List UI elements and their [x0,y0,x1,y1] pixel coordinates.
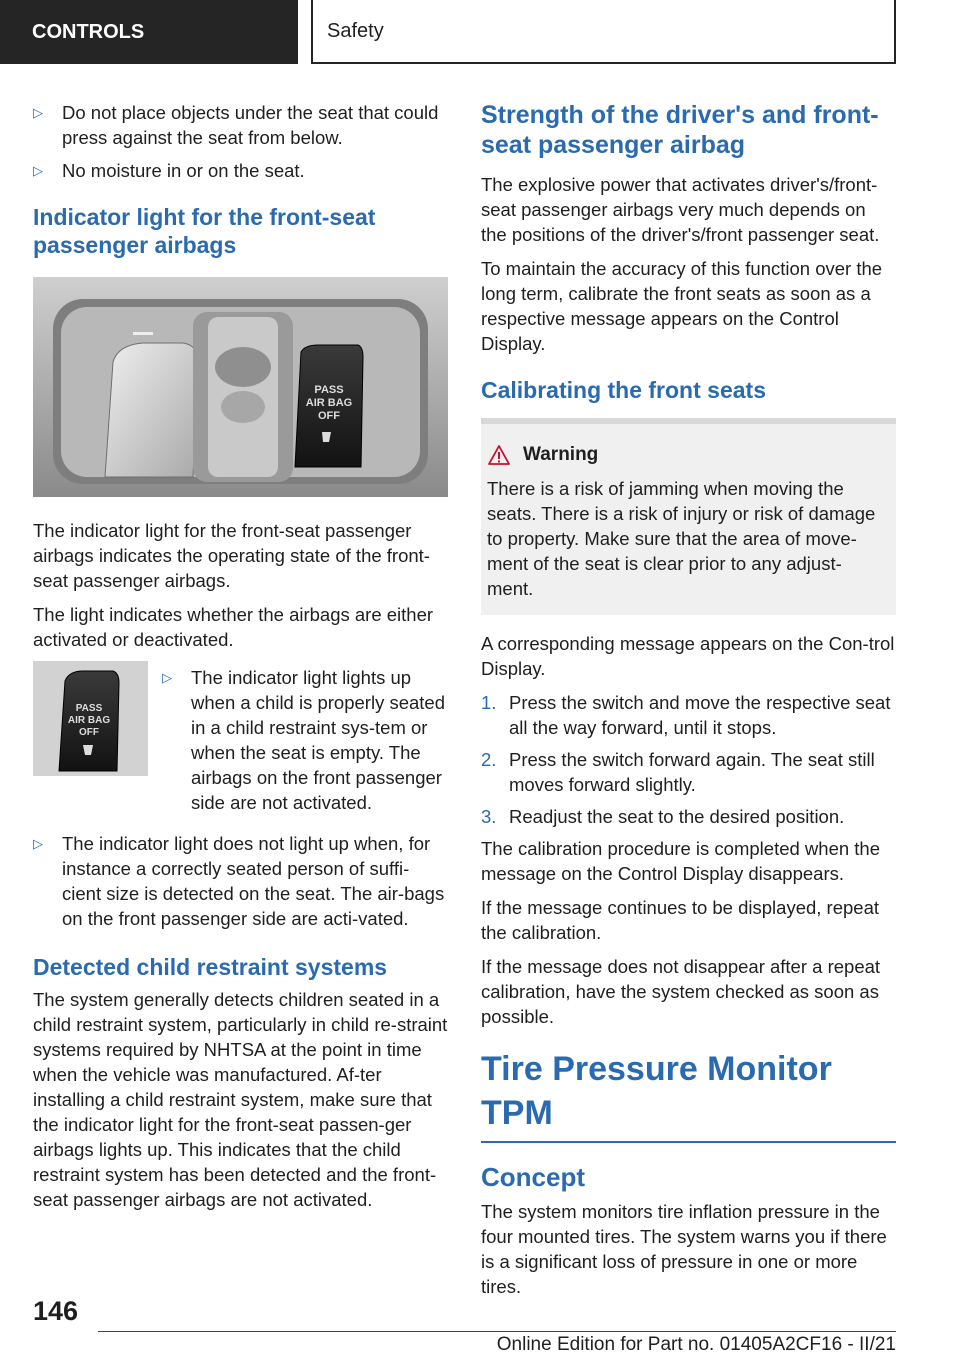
strength-heading: Strength of the driver's and front-seat passenger airbag [481,101,879,159]
triangle-bullet-icon: ▷ [33,105,43,120]
bullet-item [33,100,448,150]
indicator-paragraph: The light indicates whether the airbags are either activated or deactivated. [33,604,434,650]
concept-paragraph: The system monitors tire inflation pressure in the four mounted tires. The system warns you if there is a significant loss of pressure in one or more tires. [481,1201,887,1297]
step-item [481,747,896,797]
warning-text: There is a risk of jamming when moving the seats. There is a risk of injury or risk of damage to property. Make sure that the area of move-ment of the seat is clear prior to any adjust-ment. [487,478,876,599]
step-number: 1. [481,692,497,713]
closeup-airbag-label: AIR BAG [67,715,111,726]
airbag-indicator-photo [33,277,448,497]
calibrating-heading: Calibrating the front seats [481,377,766,403]
photo-pass-label: PASS [314,384,344,396]
triangle-bullet-icon: ▷ [162,670,172,685]
calibrating-paragraph: If the message continues to be displayed, repeat the calibration. [481,897,880,943]
concept-heading: Concept [481,1162,585,1192]
calibrating-paragraph: If the message does not disappear after a repeat calibration, have the system checked as soon as possible. [481,956,881,1027]
bullet-text: The indicator light does not light up when, for instance a correctly seated person of suffi-cient size is detected on the seat. The air-bags on the front passenger side are acti-vated. [62,833,445,929]
indicator-closeup-row [33,661,448,823]
page-number: 146 [33,1296,79,1326]
photo-airbag-label: AIR BAG [305,397,353,409]
warning-triangle-icon [487,444,511,466]
strength-paragraph: To maintain the accuracy of this function over the long term, calibrate the front seats as soon as a respective message appears on the Control Display. [481,258,883,354]
bullet-item [33,831,448,931]
detected-heading: Detected child restraint systems [33,954,388,980]
right-column [481,100,896,1308]
detected-paragraph: The system generally detects children seated in a child restraint system, particularly in child re-straint systems required by NHTSA at the point in time when the vehicle was manufactured. Af-ter installing a child restraint system, make sure that the indicator light for the front-seat passen-ger airbags lights up. This indicates that the child restraint system has been detected and the front-seat passenger airbags are not activated. [33,989,448,1210]
calibrating-paragraph: The calibration procedure is completed when the message on the Control Display disappears. [481,838,881,884]
photo-off-label: OFF [318,410,340,422]
triangle-bullet-icon: ▷ [33,836,43,851]
step-text: Press the switch forward again. The seat still moves forward slightly. [509,749,875,795]
airbag-off-closeup-photo [33,661,148,776]
bullet-text: The indicator light lights up when a child is properly seated in a child restraint sys-tem or when the seat is empty. The airbags on the front passenger side are not activated. [191,667,446,813]
chapter-tab [311,0,896,64]
closeup-off-label: OFF [79,727,99,738]
step-number: 3. [481,806,497,827]
edition-footer: Online Edition for Part no. 01405A2CF16 - II/21 [496,1334,896,1355]
section-title: CONTROLS [32,21,145,43]
indicator-heading: Indicator light for the front-seat passenger airbags [33,204,376,258]
closeup-pass-label: PASS [75,703,103,714]
warning-title: Warning [523,444,599,465]
step-text: Readjust the seat to the desired position. [509,806,845,827]
chapter-title: Safety [327,20,384,42]
tpm-heading: Tire Pressure Monitor TPM [481,1047,896,1143]
indicator-paragraph: The indicator light for the front-seat passenger airbags indicates the operating state of the front-seat passenger airbags. [33,520,430,591]
left-column [33,100,448,1221]
bullet-text: Do not place objects under the seat that could press against the seat from below. [62,102,439,148]
warning-title-row [487,442,886,468]
bullet-item [33,158,448,183]
bullet-text: No moisture in or on the seat. [62,160,305,181]
calibrating-paragraph: A corresponding message appears on the Con-trol Display. [481,633,895,679]
step-number: 2. [481,749,497,770]
step-text: Press the switch and move the respective seat all the way forward, until it stops. [509,692,891,738]
triangle-bullet-icon: ▷ [33,163,43,178]
bullet-item [162,665,448,815]
step-item [481,804,896,829]
warning-box [481,418,896,615]
step-item [481,690,896,740]
strength-paragraph: The explosive power that activates driver's/front-seat passenger airbags very much depends on the positions of the driver's/front passenger seat. [481,174,880,245]
section-tab [0,0,298,64]
